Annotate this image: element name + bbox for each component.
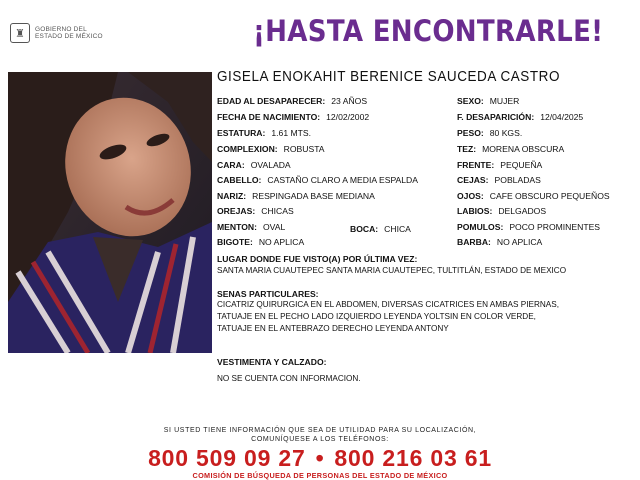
field-label: BARBA: — [457, 237, 491, 247]
field-edad — [217, 96, 367, 107]
field-label: LABIOS: — [457, 206, 493, 216]
field-label: FECHA DE NACIMIENTO: — [217, 112, 321, 122]
field-value: 80 KGS. — [489, 128, 523, 138]
senas-line-2: TATUAJE EN EL PECHO LADO IZQUIERDO LEYENDA YOLTSIN EN COLOR VERDE, — [217, 312, 536, 321]
field-value: DELGADOS — [498, 206, 547, 216]
field-boca — [350, 224, 411, 235]
field-ojos — [457, 191, 610, 202]
field-frente — [457, 160, 542, 171]
phone-2[interactable]: 800 216 03 61 — [334, 445, 492, 471]
phone-numbers — [0, 445, 640, 472]
field-value: MORENA OBSCURA — [482, 144, 565, 154]
footer-note-1: SI USTED TIENE INFORMACIÓN QUE SEA DE UTILIDAD PARA SU LOCALIZACIÓN, — [163, 427, 477, 434]
field-peso — [457, 128, 522, 139]
field-value: CASTAÑO CLARO A MEDIA ESPALDA — [267, 175, 419, 185]
field-value: NO APLICA — [496, 237, 543, 247]
field-nariz — [217, 191, 375, 202]
field-label: FRENTE: — [457, 160, 495, 170]
separator-dot: • — [315, 445, 325, 471]
field-estatura — [217, 128, 311, 139]
field-nacimiento — [217, 112, 369, 123]
field-pomulos — [457, 222, 600, 233]
field-label: CEJAS: — [457, 175, 489, 185]
field-cara — [217, 160, 291, 171]
field-value: CHICA — [384, 224, 411, 234]
field-label: ESTATURA: — [217, 128, 266, 138]
field-value: 23 AÑOS — [331, 96, 368, 106]
field-value: OVAL — [262, 222, 286, 232]
field-labios — [457, 206, 546, 217]
field-sexo — [457, 96, 519, 107]
field-label: OREJAS: — [217, 206, 256, 216]
senas-title: SENAS PARTICULARES: — [217, 289, 319, 299]
field-value: MUJER — [489, 96, 520, 106]
field-bigote — [217, 237, 304, 248]
field-tez — [457, 144, 564, 155]
person-photo — [8, 72, 212, 353]
field-value: PEQUEÑA — [500, 160, 543, 170]
field-value: NO APLICA — [258, 237, 305, 247]
field-value: RESPINGADA BASE MEDIANA — [252, 191, 375, 201]
field-value: 12/02/2002 — [326, 112, 370, 122]
field-label: EDAD AL DESAPARECER: — [217, 96, 326, 106]
field-label: POMULOS: — [457, 222, 504, 232]
field-cabello — [217, 175, 418, 186]
logo-text — [35, 26, 103, 40]
field-label: MENTON: — [217, 222, 257, 232]
footer-note-2: COMUNÍQUESE A LOS TELÉFONOS: — [251, 436, 389, 443]
field-value: POCO PROMINENTES — [509, 222, 601, 232]
field-desaparicion — [457, 112, 583, 123]
field-complexion — [217, 144, 325, 155]
lugar-title: LUGAR DONDE FUE VISTO(A) POR ÚLTIMA VEZ: — [217, 254, 418, 264]
field-label: CARA: — [217, 160, 245, 170]
field-label: CABELLO: — [217, 175, 262, 185]
field-label: OJOS: — [457, 191, 484, 201]
seal-icon: ♜ — [10, 23, 30, 43]
field-orejas — [217, 206, 294, 217]
field-label: F. DESAPARICIÓN: — [457, 112, 535, 122]
field-label: TEZ: — [457, 144, 477, 154]
field-value: POBLADAS — [494, 175, 541, 185]
logo-line2: ESTADO DE MÉXICO — [35, 33, 103, 40]
lugar-text: SANTA MARIA CUAUTEPEC SANTA MARIA CUAUTEPEC, TULTITLÁN, ESTADO DE MEXICO — [217, 266, 567, 275]
person-name: GISELA ENOKAHIT BERENICE SAUCEDA CASTRO — [217, 69, 560, 85]
field-label: BOCA: — [350, 224, 379, 234]
field-label: PESO: — [457, 128, 484, 138]
field-value: OVALADA — [250, 160, 291, 170]
field-value: 1.61 MTS. — [271, 128, 312, 138]
government-logo — [10, 22, 120, 44]
field-label: BIGOTE: — [217, 237, 253, 247]
logo-line1: GOBIERNO DEL — [35, 26, 87, 33]
field-value: 12/04/2025 — [540, 112, 584, 122]
phone-1[interactable]: 800 509 09 27 — [148, 445, 306, 471]
vestimenta-text: NO SE CUENTA CON INFORMACION. — [217, 374, 361, 383]
commission-name: COMISIÓN DE BÚSQUEDA DE PERSONAS DEL ESTADO DE MÉXICO — [192, 471, 448, 480]
field-menton — [217, 222, 285, 233]
field-value: CAFE OBSCURO PEQUEÑOS — [489, 191, 610, 201]
field-label: SEXO: — [457, 96, 484, 106]
field-label: COMPLEXION: — [217, 144, 278, 154]
headline: ¡HASTA ENCONTRARLE! — [253, 14, 604, 48]
field-label: NARIZ: — [217, 191, 247, 201]
field-barba — [457, 237, 542, 248]
person-photo-illustration — [8, 72, 212, 353]
field-value: ROBUSTA — [283, 144, 325, 154]
field-cejas — [457, 175, 541, 186]
field-value: CHICAS — [261, 206, 294, 216]
senas-line-3: TATUAJE EN EL ANTEBRAZO DERECHO LEYENDA ANTONY — [217, 324, 449, 333]
vestimenta-title: VESTIMENTA Y CALZADO: — [217, 357, 327, 367]
senas-line-1: CICATRIZ QUIRURGICA EN EL ABDOMEN, DIVERSAS CICATRICES EN AMBAS PIERNAS, — [217, 300, 559, 309]
